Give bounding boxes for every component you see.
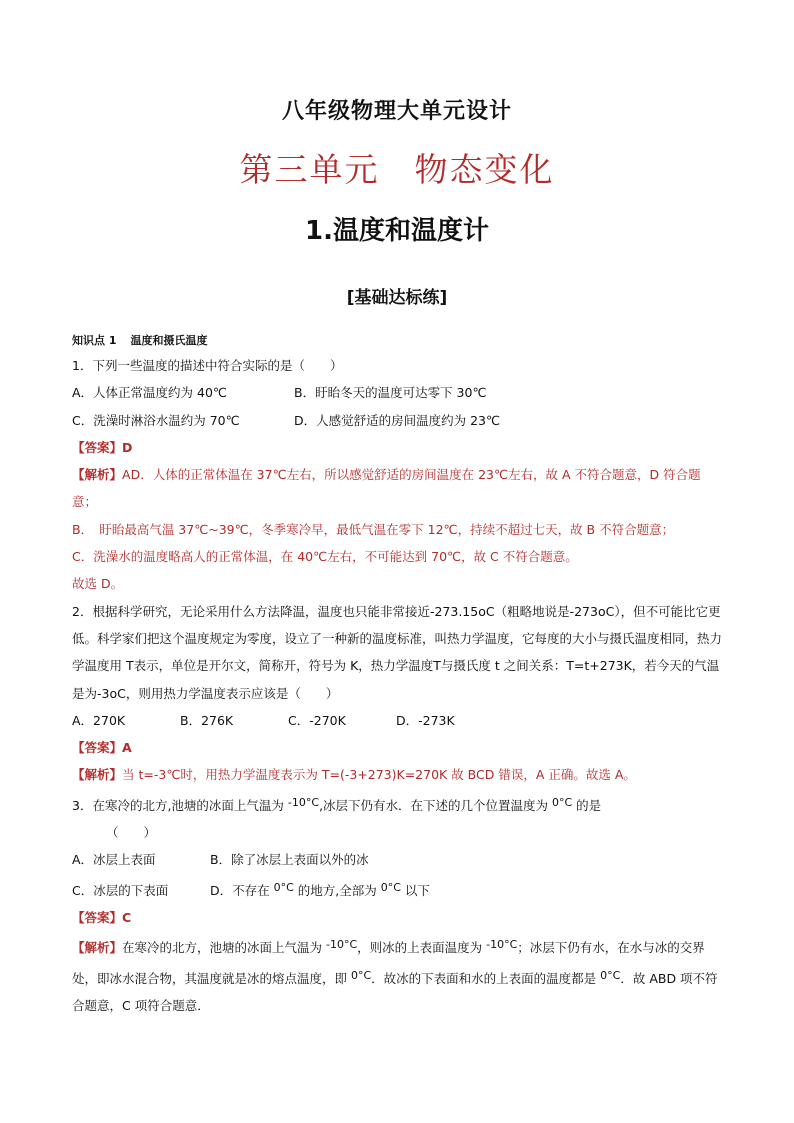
question-3-analysis xyxy=(72,931,724,1019)
knowledge-point-label: 知识点 1 xyxy=(72,334,117,347)
temperature-value: -10°C xyxy=(287,795,320,809)
answer-label: 【答案】 xyxy=(72,439,123,455)
knowledge-point-name: 温度和摄氏温度 xyxy=(130,334,208,347)
answer-label: 【答案】 xyxy=(72,909,123,925)
option-d-part-2: 的地方,全部为 xyxy=(293,882,381,898)
question-2-stem: 2．根据科学研究，无论采用什么方法降温，温度也只能非常接近-273.15oC（粗略地说是-273oC），但不可能比它更低。科学家们把这个温度规定为零度，设立了一种新的温度标准，叫热力学温度，它每度的大小与摄氏温度相同，热力学温度用 T表示，单位是开尔文，简称开，符号为 K，热力学温度T与摄氏度 t 之间关系：T=t+273K，若今天的气温是为-3oC，则用热力学温度表示应该是（ ） xyxy=(72,603,723,701)
question-3-stem-part-2: ,冰层下仍有水．在下述的几个位置温度为 xyxy=(319,797,553,813)
answer-value: A xyxy=(122,740,132,756)
question-3 xyxy=(72,789,724,1019)
question-3-stem-part-1: 3．在寒冷的北方,池塘的冰面上气温为 xyxy=(72,797,288,813)
question-2-options xyxy=(72,707,724,734)
section-title: [基础达标练] xyxy=(346,288,448,308)
unit-title: 第三单元 物态变化 xyxy=(239,150,555,189)
question-1-options-row-1 xyxy=(72,379,724,406)
temperature-value: 0°C xyxy=(273,880,294,894)
question-2 xyxy=(72,598,724,789)
question-3-options-row-2 xyxy=(72,874,724,904)
analysis-part-5: ．故 ABD 项不符合题意，C 项符合题意． xyxy=(72,970,718,1013)
option-d-part-3: 以下 xyxy=(400,882,430,898)
analysis-part-3: ；冰层下仍有水，在水与冰的交界处，即冰水混合物，其温度就是冰的熔点温度，即 xyxy=(72,940,705,986)
question-2-option-b: B．276K xyxy=(180,712,234,728)
temperature-value: 0°C xyxy=(350,968,372,982)
temperature-value: -10°C xyxy=(486,938,518,952)
knowledge-point-heading xyxy=(72,330,724,352)
question-1-conclusion: 故选 D。 xyxy=(72,576,124,592)
analysis-part-2: ，则冰的上表面温度为 xyxy=(357,940,487,956)
content-body xyxy=(72,330,724,1019)
question-1-option-b: B．盱眙冬天的温度可达零下 30℃ xyxy=(294,385,487,401)
question-1-option-a: A．人体正常温度约为 40℃ xyxy=(72,385,227,401)
answer-value: D xyxy=(122,439,133,455)
question-3-answer xyxy=(72,904,724,931)
question-2-option-c: C．-270K xyxy=(288,712,346,728)
question-3-options-row-1 xyxy=(72,846,724,873)
analysis-label: 【解析】 xyxy=(72,940,123,956)
question-2-answer xyxy=(72,734,724,761)
temperature-value: 0°C xyxy=(552,795,573,809)
question-3-option-c: C．冰层的下表面 xyxy=(72,882,169,898)
temperature-value: -10°C xyxy=(326,938,358,952)
document-title: 八年级物理大单元设计 xyxy=(281,99,512,124)
question-1-answer xyxy=(72,434,724,461)
question-1-analysis-1 xyxy=(72,461,724,516)
question-3-stem-part-3: 的是 xyxy=(572,797,602,813)
question-1 xyxy=(72,352,724,598)
analysis-part-4: ．故冰的下表面和水的上表面的温度都是 xyxy=(371,970,601,986)
question-3-stem xyxy=(72,789,724,819)
analysis-part-1: 在寒冷的北方，池塘的冰面上气温为 xyxy=(122,940,326,956)
question-2-option-d: D．-273K xyxy=(396,712,455,728)
temperature-value: 0°C xyxy=(380,880,401,894)
question-1-analysis-3: C．洗澡水的温度略高人的正常体温，在 40℃左右，不可能达到 70℃，故 C 不符合题意。 xyxy=(72,549,578,565)
option-d-part-1: D．不存在 xyxy=(210,882,274,898)
question-1-option-c: C．洗澡时淋浴水温约为 70℃ xyxy=(72,412,240,428)
analysis-text: 当 t=-3℃时，用热力学温度表示为 T=(-3+273)K=270K 故 BCD 错误，A 正确。故选 A。 xyxy=(122,767,636,783)
question-3-option-b: B．除了冰层上表面以外的冰 xyxy=(210,852,369,868)
question-1-analysis-2: B． 盱眙最高气温 37℃~39℃，冬季寒冷早，最低气温在零下 12℃，持续不超过七天，故 B 不符合题意； xyxy=(72,521,675,537)
analysis-text: AD．人体的正常体温在 37℃左右，所以感觉舒适的房间温度在 23℃左右，故 A 不符合题意，D 符合题意； xyxy=(72,467,701,510)
question-3-option-a: A．冰层上表面 xyxy=(72,852,156,868)
question-2-option-a: A．270K xyxy=(72,712,126,728)
question-3-option-d xyxy=(210,880,430,898)
analysis-label: 【解析】 xyxy=(72,767,123,783)
question-1-options-row-2 xyxy=(72,407,724,434)
temperature-value: 0°C xyxy=(600,968,621,982)
answer-label: 【答案】 xyxy=(72,740,123,756)
question-1-option-d: D．人感觉舒适的房间温度约为 23℃ xyxy=(294,412,501,428)
question-1-stem: 1．下列一些温度的描述中符合实际的是（ ） xyxy=(72,358,343,373)
question-3-paren: （ ） xyxy=(106,825,157,841)
question-2-analysis xyxy=(72,761,724,788)
lesson-title: 1.温度和温度计 xyxy=(305,216,489,246)
answer-value: C xyxy=(122,909,132,925)
analysis-label: 【解析】 xyxy=(72,467,123,483)
